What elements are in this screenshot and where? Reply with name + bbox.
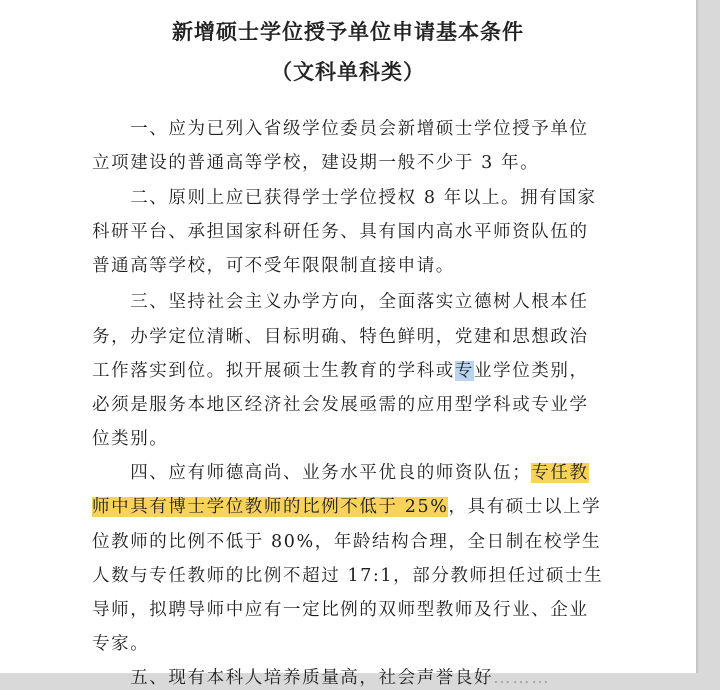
highlighted-text: 师中具有博士学位教师的比例不低于 25% (92, 497, 449, 517)
text-segment: 务，办学定位清晰、目标明确、特色鲜明，党建和思想政治 (92, 327, 589, 347)
document-title: 新增硕士学位授予单位申请基本条件 (172, 19, 524, 44)
text-line (92, 530, 602, 554)
text-line (92, 427, 602, 451)
text-line (92, 564, 602, 588)
text-segment: 专家。 (92, 634, 150, 654)
text-line (92, 290, 602, 314)
text-line (92, 632, 602, 656)
text-segment: 普通高等学校，可不受年限限制直接申请。 (92, 256, 455, 276)
text-segment: 一、应为已列入省级学位委员会新增硕士学位授予单位 (92, 119, 589, 139)
text-line (92, 151, 602, 175)
text-line (92, 186, 602, 210)
text-line (92, 666, 602, 690)
text-segment: 三、坚持社会主义办学方向，全面落实立德树人根本任 (92, 292, 589, 312)
text-segment: 位类别。 (92, 429, 169, 449)
text-segment: 必须是服务本地区经济社会发展亟需的应用型学科或专业学 (92, 395, 589, 415)
text-segment: 导师，拟聘导师中应有一定比例的双师型教师及行业、企业 (92, 600, 589, 620)
text-line (92, 359, 602, 383)
text-segment: 业学位类别， (474, 361, 589, 381)
text-segment: 人数与专任教师的比例不超过 17:1，部分教师担任过硕士生 (92, 566, 604, 586)
text-segment: 二、原则上应已获得学士学位授权 8 年以上。拥有国家 (92, 188, 597, 208)
text-line (92, 254, 602, 278)
text-segment: 科研平台、承担国家科研任务、具有国内高水平师资队伍的 (92, 222, 589, 242)
text-segment: ，具有硕士以上学 (448, 497, 602, 517)
text-segment: 五、现有本科人培养质量高，社会声誉良好 (92, 668, 494, 688)
page-edge-shadow (696, 0, 699, 673)
highlighted-text: 专任教 (531, 463, 589, 483)
text-line (92, 117, 602, 141)
text-segment: 位教师的比例不低于 80%，年龄结构合理，全日制在校学生 (92, 532, 602, 552)
text-line (92, 495, 602, 519)
text-line (92, 461, 602, 485)
text-line (92, 598, 602, 622)
document-subtitle: （文科单科类） (271, 59, 425, 84)
text-line (92, 393, 602, 417)
text-segment: 工作落实到位。拟开展硕士生教育的学科或 (92, 361, 455, 381)
text-line (92, 325, 602, 349)
selected-text: 专 (454, 361, 475, 381)
faded-text: ……… (493, 668, 551, 688)
text-segment: 立项建设的普通高等学校，建设期一般不少于 3 年。 (92, 153, 540, 173)
text-segment: 四、应有师德高尚、业务水平优良的师资队伍； (92, 463, 532, 483)
text-line (92, 220, 602, 244)
